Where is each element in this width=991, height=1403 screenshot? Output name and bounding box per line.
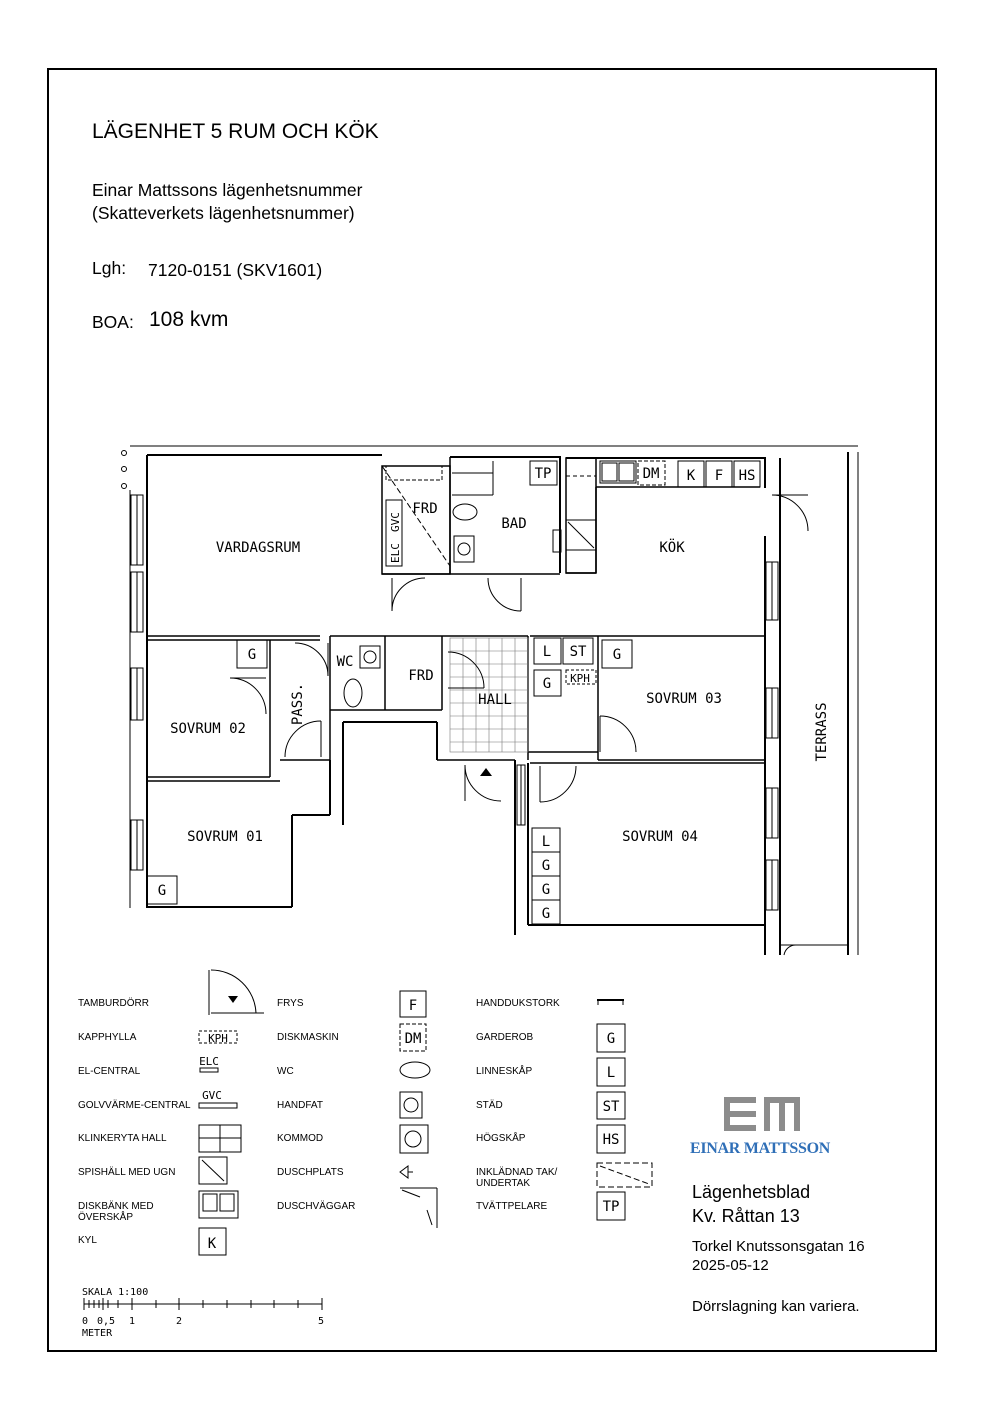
room-label-kok: KÖK: [659, 540, 685, 556]
scale-label: SKALA 1:100: [82, 1287, 149, 1298]
room-label-sovrum04: SOVRUM 04: [622, 829, 698, 845]
scale-tick-2: 2: [176, 1316, 183, 1327]
dm-mark: DM: [642, 466, 660, 482]
diskbank-symbol-icon: [199, 1191, 238, 1218]
legend-klinker: KLINKERYTA HALL: [78, 1133, 167, 1144]
klinker-symbol-icon: [199, 1125, 241, 1152]
scale-tick-1: 1: [129, 1316, 136, 1327]
page-title: LÄGENHET 5 RUM OCH KÖK: [92, 120, 379, 143]
room-label-wc: WC: [336, 654, 354, 670]
g-mark-sovrum04-c: G: [541, 906, 551, 922]
spishall-symbol-icon: [199, 1157, 227, 1184]
legend-diskmaskin: DISKMASKIN: [277, 1032, 339, 1043]
sheet-type: Lägenhetsblad: [692, 1182, 811, 1202]
g-mark-hall: G: [542, 676, 552, 692]
boa-label: BOA:: [92, 312, 134, 332]
legend-l-text: L: [606, 1065, 616, 1081]
handfat-symbol-icon: [400, 1092, 422, 1118]
lgh-value: 7120-0151 (SKV1601): [148, 260, 323, 280]
inkladnad-symbol-icon: [597, 1163, 652, 1187]
room-label-sovrum02: SOVRUM 02: [170, 721, 246, 737]
subtitle-line-2: (Skatteverkets lägenhetsnummer): [92, 203, 355, 223]
address: Torkel Knutssonsgatan 16: [692, 1238, 865, 1255]
frd-label-lower: FRD: [408, 668, 434, 684]
hs-mark: HS: [738, 468, 756, 484]
l-mark-hall: L: [542, 644, 552, 660]
boa-value: 108 kvm: [149, 308, 229, 331]
g-mark-sovrum02: G: [247, 647, 257, 663]
st-mark-hall: ST: [569, 644, 587, 660]
duschvaggar-symbol-icon: [400, 1188, 437, 1228]
room-label-vardagsrum: VARDAGSRUM: [215, 540, 301, 556]
frd-label-upper: FRD: [412, 501, 438, 517]
g-mark-sovrum03: G: [612, 647, 622, 663]
elcentral-symbol-icon: [200, 1068, 218, 1072]
scale-bar: [84, 1298, 322, 1310]
door-note: Dörrslagning kan variera.: [692, 1298, 860, 1315]
legend-st-text: ST: [602, 1099, 620, 1115]
legend-duschplats: DUSCHPLATS: [277, 1167, 344, 1178]
brand-name: EINAR MATTSSON: [690, 1140, 830, 1157]
einar-mattsson-logo-icon: [688, 1095, 803, 1135]
legend-f-text: F: [408, 998, 418, 1014]
room-label-pass: PASS.: [290, 682, 306, 726]
tp-mark: TP: [534, 466, 552, 482]
subtitle-line-1: Einar Mattssons lägenhetsnummer: [92, 180, 363, 200]
legend-g-text: G: [606, 1031, 616, 1047]
room-label-sovrum01: SOVRUM 01: [187, 829, 263, 845]
legend-kyl: KYL: [78, 1235, 97, 1246]
duschplats-symbol-icon: [400, 1166, 413, 1178]
scale-tick-05: 0,5: [97, 1316, 116, 1327]
g-mark-sovrum01: G: [157, 883, 167, 899]
door-symbol-icon: [209, 970, 264, 1015]
room-label-terrass: TERRASS: [814, 702, 830, 762]
legend-garderob: GARDEROB: [476, 1032, 534, 1043]
g-mark-sovrum04-a: G: [541, 858, 551, 874]
room-label-hall: HALL: [478, 692, 512, 708]
legend-handdukstork: HANDDUKSTORK: [476, 998, 560, 1009]
f-mark: F: [714, 468, 724, 484]
legend-symbols: [199, 970, 652, 1255]
legend-elc-text: ELC: [199, 1055, 219, 1068]
k-mark: K: [686, 468, 696, 484]
gvc-label: GVC: [389, 512, 402, 532]
legend-golvvarme: GOLVVÄRME-CENTRAL: [78, 1100, 191, 1111]
legend-dm-text: DM: [404, 1031, 422, 1047]
legend-inkladnad: INKLÄDNAD TAK/ UNDERTAK: [476, 1167, 558, 1189]
kommod-symbol-icon: [400, 1125, 428, 1153]
property-name: Kv. Råttan 13: [692, 1206, 800, 1226]
elc-label: ELC: [389, 543, 402, 563]
legend-frys: FRYS: [277, 998, 304, 1009]
legend-tvattpelare: TVÄTTPELARE: [476, 1201, 548, 1212]
legend-kapphylla: KAPPHYLLA: [78, 1032, 137, 1043]
legend-tp-text: TP: [602, 1199, 620, 1215]
legend-hogskap: HÖGSKÅP: [476, 1133, 526, 1144]
scale-unit: METER: [82, 1328, 113, 1339]
gvc-symbol-icon: [199, 1103, 237, 1108]
l-mark-sovrum04: L: [541, 834, 551, 850]
date: 2025-05-12: [692, 1257, 769, 1274]
legend-linneskap: LINNESKÅP: [476, 1066, 533, 1077]
handdukstork-symbol-icon: [597, 1000, 624, 1005]
legend-tamburdorr: TAMBURDÖRR: [78, 998, 149, 1009]
room-label-bad: BAD: [501, 516, 527, 532]
fixtures: [344, 461, 636, 707]
doors: [230, 495, 808, 955]
legend-k-text: K: [207, 1236, 217, 1252]
kph-mark: KPH: [570, 672, 590, 685]
legend-kommod: KOMMOD: [277, 1133, 324, 1144]
legend-diskbank: DISKBÄNK MED ÖVERSKÅP: [78, 1201, 154, 1223]
scale-tick-0: 0: [82, 1316, 89, 1327]
legend-gvc-text: GVC: [202, 1089, 222, 1102]
legend-elcentral: EL-CENTRAL: [78, 1066, 141, 1077]
entrance-arrow-icon: [480, 768, 492, 776]
legend-hs-text: HS: [602, 1132, 620, 1148]
legend-duschvaggar: DUSCHVÄGGAR: [277, 1201, 356, 1212]
room-label-sovrum03: SOVRUM 03: [646, 691, 722, 707]
legend-wc: WC: [277, 1066, 294, 1077]
legend-kph-text: KPH: [208, 1032, 228, 1045]
legend-stad: STÄD: [476, 1100, 503, 1111]
legend-handfat: HANDFAT: [277, 1100, 323, 1111]
lgh-label: Lgh:: [92, 258, 127, 278]
g-mark-sovrum04-b: G: [541, 882, 551, 898]
wc-symbol-icon: [400, 1062, 430, 1078]
scale-tick-5: 5: [318, 1316, 325, 1327]
legend-spishall: SPISHÄLL MED UGN: [78, 1167, 176, 1178]
